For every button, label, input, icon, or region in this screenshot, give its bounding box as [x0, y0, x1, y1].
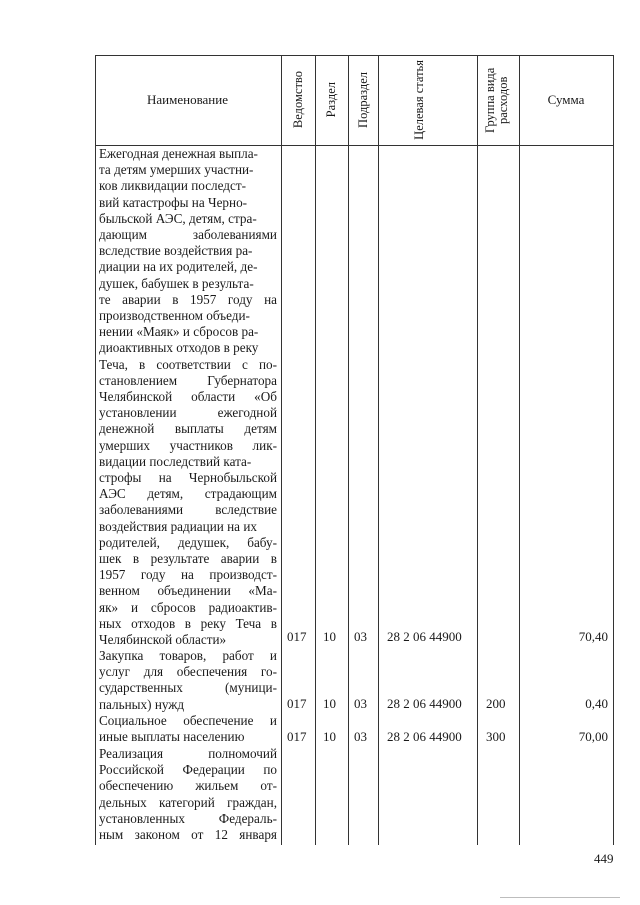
header-dept — [281, 55, 315, 145]
description-line: воздействия радиации на их — [99, 518, 257, 534]
description-line: заболеваниями вследствие — [99, 502, 277, 518]
row1-target: 28 2 06 44900 — [387, 629, 462, 644]
row1-dept: 017 — [287, 629, 307, 644]
description-line: Реализация полномочий — [99, 746, 277, 761]
description-line: як» и сбросов радиоактив- — [99, 599, 277, 615]
description-line: душек, бабушек в результа- — [99, 275, 254, 291]
header-expense-group — [477, 55, 519, 145]
table-border-left — [95, 55, 96, 845]
description-line: ков ликвидации последст- — [99, 178, 247, 194]
description-line: пальных) нужд — [99, 696, 185, 712]
description-line: 1957 году на производст- — [99, 567, 277, 583]
description-line: строфы на Чернобыльской — [99, 470, 277, 486]
description-line: денежной выплаты детям — [99, 421, 277, 437]
description-line: установленных Федераль- — [99, 810, 277, 826]
description-line: Ежегодная денежная выпла- — [99, 146, 258, 161]
row3-dept: 017 — [287, 729, 307, 744]
column-divider-sum — [519, 55, 520, 845]
header-section-label: Раздел — [324, 82, 338, 118]
row2-target: 28 2 06 44900 — [387, 696, 462, 711]
row3-target: 28 2 06 44900 — [387, 729, 462, 744]
description-line: родителей, дедушек, бабу- — [99, 534, 277, 550]
description-line: диации на их родителей, де- — [99, 259, 258, 275]
description-line: сударственных (муници- — [99, 680, 277, 696]
header-subsection — [348, 55, 378, 145]
row2-sum: 0,40 — [585, 696, 608, 711]
row-description — [99, 746, 277, 843]
row2-subsection: 03 — [354, 696, 367, 711]
description-line: видации последствий ката- — [99, 453, 252, 469]
footer-rule — [500, 897, 620, 898]
row-description — [99, 146, 277, 648]
header-sum-label: Сумма — [547, 92, 585, 107]
column-divider-target — [378, 55, 379, 845]
description-line: Челябинской области «Об — [99, 389, 277, 405]
table-border-right — [613, 55, 614, 845]
row2-expense-group: 200 — [486, 696, 506, 711]
row2-section: 10 — [323, 696, 336, 711]
description-line: дающим заболеваниями — [99, 227, 277, 243]
row3-sum: 70,00 — [578, 729, 608, 744]
header-name — [95, 55, 280, 145]
description-line: становлением Губернатора — [99, 372, 277, 388]
description-line: установлении ежегодной — [99, 405, 277, 421]
description-line: быльской АЭС, детям, стра- — [99, 210, 257, 226]
description-line: вследствие воздействия ра- — [99, 243, 253, 259]
column-divider-subsection — [348, 55, 349, 845]
description-line: Теча, в соответствии с по- — [99, 356, 277, 372]
description-line: АЭС детям, страдающим — [99, 486, 277, 502]
header-target-label: Целевая статья — [411, 60, 426, 140]
column-divider-dept — [281, 55, 282, 845]
header-name-label: Наименование — [147, 92, 228, 107]
row1-section: 10 — [323, 629, 336, 644]
description-line: дельных категорий граждан, — [99, 794, 277, 810]
description-line: Российской Федерации по — [99, 762, 277, 778]
description-line: шек в результате аварии в — [99, 551, 277, 567]
column-divider-group — [477, 55, 478, 845]
row-description — [99, 713, 277, 745]
page-number: 449 — [594, 851, 614, 866]
description-line: производственном объеди- — [99, 308, 250, 324]
description-line: нении «Маяк» и сбросов ра- — [99, 324, 259, 340]
row3-subsection: 03 — [354, 729, 367, 744]
description-line: ным законом от 12 января — [99, 827, 277, 843]
description-line: умерших участников лик- — [99, 437, 277, 453]
row3-expense-group: 300 — [486, 729, 506, 744]
description-line: услуг для обеспечения го- — [99, 664, 277, 680]
description-line: вий катастрофы на Черно- — [99, 194, 248, 210]
description-line: диоактивных отходов в реку — [99, 340, 259, 356]
row-description — [99, 648, 277, 713]
row3-section: 10 — [323, 729, 336, 744]
header-sum — [519, 55, 613, 145]
description-line: Социальное обеспечение и — [99, 713, 277, 728]
column-divider-section — [315, 55, 316, 845]
header-dept-label: Ведомство — [290, 71, 305, 129]
header-section — [315, 55, 348, 145]
description-line: те аварии в 1957 году на — [99, 291, 277, 307]
row1-subsection: 03 — [354, 629, 367, 644]
description-line: ных отходов в реку Теча в — [99, 615, 277, 631]
row2-dept: 017 — [287, 696, 307, 711]
description-line: Челябинской области» — [99, 632, 227, 648]
row1-sum: 70,40 — [578, 629, 608, 644]
description-line: венном объединении «Ма- — [99, 583, 277, 599]
header-subsection-label: Подраздел — [355, 72, 370, 128]
description-line: Закупка товаров, работ и — [99, 648, 277, 663]
header-expense-group-label: Группа вида расходов — [483, 67, 510, 133]
description-line: обеспечению жильем от- — [99, 778, 277, 794]
description-line: иные выплаты населению — [99, 729, 245, 745]
header-target — [378, 55, 477, 145]
description-line: та детям умерших участни- — [99, 162, 254, 178]
